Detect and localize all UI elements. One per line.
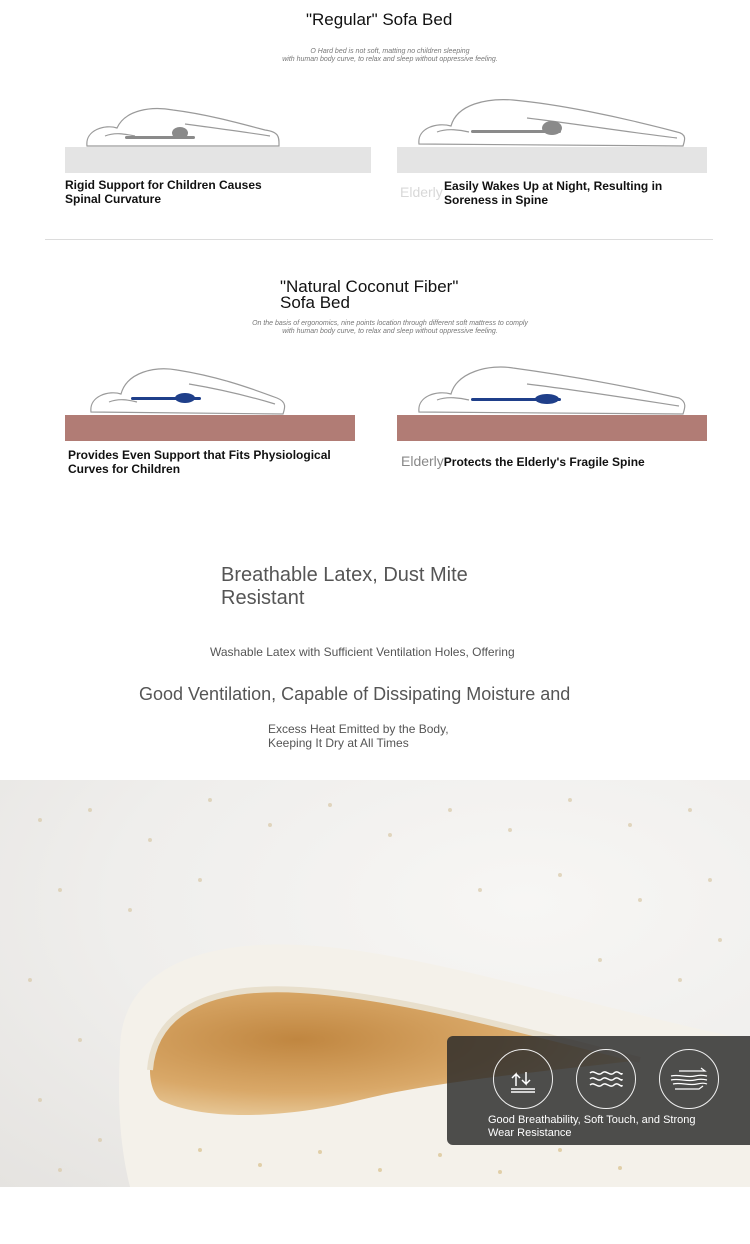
spine-grey-elderly [471, 121, 562, 135]
latex-sub-2-line-1: Excess Heat Emitted by the Body, [268, 722, 449, 736]
spine-grey [125, 127, 195, 139]
hard-mattress-slab-elderly [397, 147, 707, 173]
regular-right-ghost-label: Elderly [400, 184, 443, 200]
regular-left-caption [65, 178, 262, 206]
coconut-desc-line-2: with human body curve, to relax and sleep without oppressive feeling. [282, 328, 498, 335]
coconut-title-line-1: "Natural Coconut Fiber" [280, 277, 459, 296]
spine-blue-elderly [471, 394, 561, 404]
child-coconut-bed-illustration [65, 362, 355, 442]
coconut-mattress-slab-elderly [397, 415, 707, 441]
coconut-section-title [280, 279, 458, 311]
hard-mattress-slab [65, 147, 371, 173]
feature-overlay-panel [447, 1036, 750, 1145]
coconut-mattress-slab [65, 415, 355, 441]
latex-title-line-2: Resistant [221, 587, 305, 609]
latex-sub-1: Washable Latex with Sufficient Ventilation Holes, Offering [210, 645, 515, 659]
regular-desc-line-2: with human body curve, to relax and sleep without oppressive feeling. [282, 56, 498, 63]
coconut-right-prefix: Elderly [401, 453, 444, 469]
feature-overlay-caption [488, 1114, 748, 1140]
regular-section-title: "Regular" Sofa Bed [306, 10, 453, 29]
coconut-left-caption-line-2: Curves for Children [68, 462, 181, 476]
regular-left-caption-line-1: Rigid Support for Children Causes [65, 178, 262, 192]
coconut-desc-line-1: On the basis of ergonomics, nine points location through different soft mattress to comply [252, 320, 528, 327]
coconut-left-caption [68, 448, 331, 476]
latex-title-line-1: Breathable Latex, Dust Mite [221, 564, 468, 586]
air-circulation-icon [493, 1049, 553, 1109]
regular-desc-line-1: O Hard bed is not soft, matting no children sleeping [310, 48, 470, 55]
coconut-right-caption-text: Protects the Elderly's Fragile Spine [443, 455, 645, 469]
elderly-hard-bed-illustration [397, 92, 707, 174]
elderly-coconut-bed-illustration [397, 362, 707, 442]
latex-section-title [221, 564, 468, 610]
section-divider [45, 239, 713, 240]
latex-sub-2-line-2: Keeping It Dry at All Times [268, 736, 409, 750]
coconut-title-line-2: Sofa Bed [280, 293, 350, 312]
coconut-left-caption-line-1: Provides Even Support that Fits Physiological [68, 448, 331, 462]
wave-softness-icon [576, 1049, 636, 1109]
child-hard-bed-illustration [65, 100, 371, 175]
regular-left-caption-line-2: Spinal Curvature [65, 192, 162, 206]
coconut-right-caption [401, 453, 645, 471]
regular-right-caption [444, 179, 662, 207]
wind-flow-icon [659, 1049, 719, 1109]
spine-blue [131, 393, 201, 403]
coconut-section-description [220, 320, 560, 336]
feature-caption-line-1: Good Breathability, Soft Touch, and Strong [488, 1114, 696, 1126]
regular-section-description [240, 48, 540, 64]
regular-right-caption-line-2: Soreness in Spine [444, 193, 549, 207]
latex-sub-2 [268, 722, 449, 750]
latex-emphasis-line: Good Ventilation, Capable of Dissipating Moisture and [139, 684, 571, 704]
feature-caption-line-2: Wear Resistance [488, 1127, 572, 1139]
regular-right-caption-line-1: Easily Wakes Up at Night, Resulting in [444, 179, 663, 193]
